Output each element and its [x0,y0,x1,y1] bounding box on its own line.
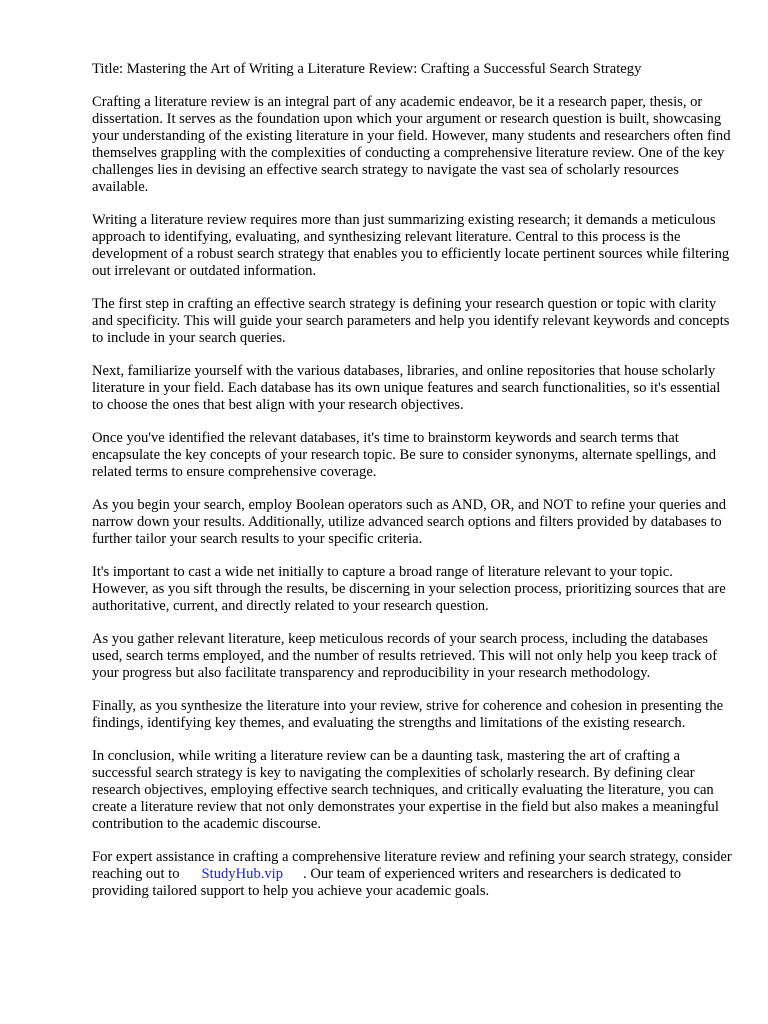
document-page [92,61,732,900]
paragraph: The first step in crafting an effective search strategy is defining your research question or topic with clarity and specificity. This will guide your search parameters and help you identify relevant keywords and concepts to include in your search queries. [92,296,730,346]
paragraph: As you gather relevant literature, keep meticulous records of your search process, including the databases used, search terms employed, and the number of results retrieved. This will not only help you keep track of your progress but also facilitate transparency and reproducibility in your research methodology. [92,631,718,681]
paragraph: Finally, as you synthesize the literature into your review, strive for coherence and cohesion in presenting the findings, identifying key themes, and evaluating the strengths and limitations of the existing research. [92,698,724,731]
paragraph: It's important to cast a wide net initially to capture a broad range of literature relevant to your topic. However, as you sift through the results, be discerning in your selection process, prioritizing sources that are authoritative, current, and directly related to your research question. [92,564,726,614]
closing-paragraph [92,849,732,900]
paragraph: Once you've identified the relevant databases, it's time to brainstorm keywords and search terms that encapsulate the key concepts of your research topic. Be sure to consider synonyms, alternate spellings, and related terms to ensure comprehensive coverage. [92,430,717,480]
paragraph: Writing a literature review requires more than just summarizing existing research; it demands a meticulous approach to identifying, evaluating, and synthesizing relevant literature. Central to this process is the development of a robust search strategy that enables you to efficiently locate pertinent sources while filtering out irrelevant or outdated information. [92,212,730,279]
closing-text-before-link: For expert assistance in crafting a comprehensive literature review and refining your search strategy, consider reaching out to [92,849,732,882]
paragraph: As you begin your search, employ Boolean operators such as AND, OR, and NOT to refine your queries and narrow down your results. Additionally, utilize advanced search options and filters provided by databases to further tailor your search results to your specific criteria. [92,497,727,547]
paragraph: In conclusion, while writing a literature review can be a daunting task, mastering the art of crafting a successful search strategy is key to navigating the complexities of scholarly research. By defining clear research objectives, employing effective search techniques, and critically evaluating the literature, you can create a literature review that not only demonstrates your expertise in the field but also makes a meaningful contribution to the academic discourse. [92,748,719,832]
studyhub-link[interactable]: StudyHub.vip [201,866,284,882]
paragraph: Crafting a literature review is an integral part of any academic endeavor, be it a research paper, thesis, or dissertation. It serves as the foundation upon which your argument or research question is built, showcasing your understanding of the existing literature in your field. However, many students and researchers often find themselves grappling with the complexities of conducting a comprehensive literature review. One of the key challenges lies in devising an effective search strategy to navigate the vast sea of scholarly resources available. [92,94,731,195]
paragraph: Next, familiarize yourself with the various databases, libraries, and online repositories that house scholarly literature in your field. Each database has its own unique features and search functionalities, so it's essential to choose the ones that best align with your research objectives. [92,363,721,413]
closing-text-after-link: . Our team of experienced writers and researchers is dedicated to providing tailored support to help you achieve your academic goals. [92,866,682,899]
document-title: Title: Mastering the Art of Writing a Literature Review: Crafting a Successful Search Strategy [92,61,642,77]
